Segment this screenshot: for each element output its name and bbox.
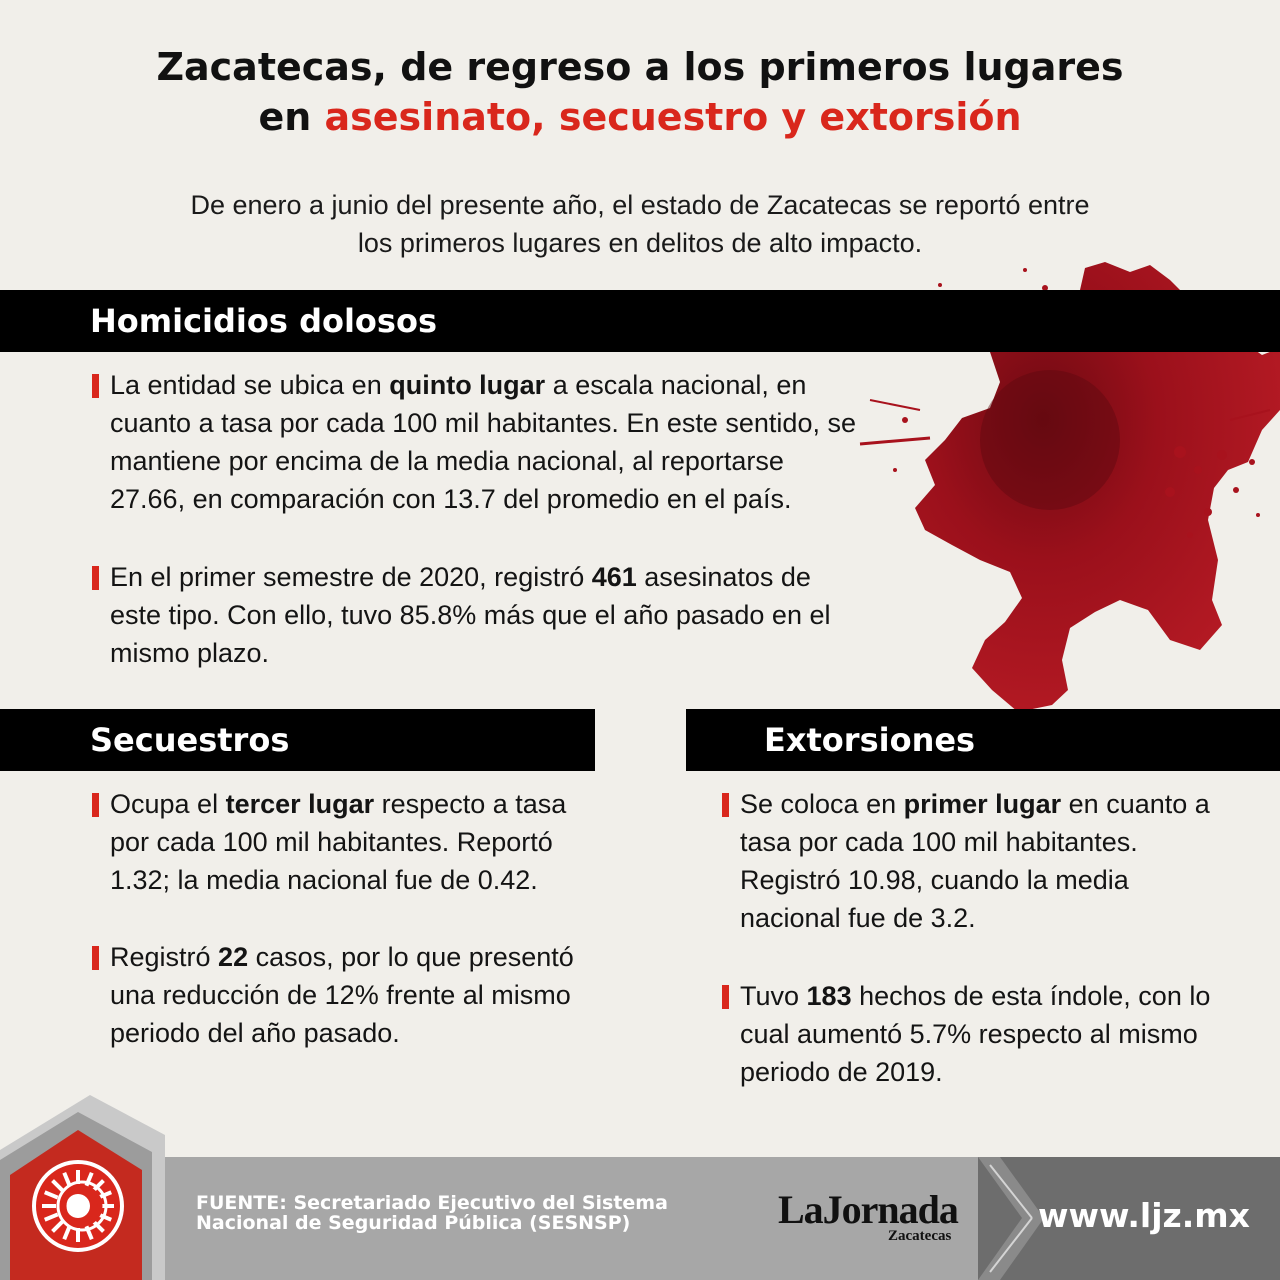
secuestros-heading: Secuestros xyxy=(0,709,595,771)
source-line-1: FUENTE: Secretariado Ejecutivo del Sistema xyxy=(196,1192,668,1214)
text-run: Se coloca en xyxy=(740,789,904,819)
title-accent: asesinato, secuestro y extorsión xyxy=(324,95,1022,139)
text-run: respecto a tasa por cada 100 mil habitantes. Reportó 1.32; la media nacional fue de 0.42. xyxy=(110,789,567,895)
page-title xyxy=(0,42,1280,142)
text-run: Tuvo xyxy=(740,981,807,1011)
text-run: en cuanto a tasa por cada 100 mil habitantes. Registró 10.98, cuando la media nacional fue de 3.2. xyxy=(740,789,1210,933)
text-run: casos, por lo que presentó una reducción de 12% frente al mismo periodo del año pasado. xyxy=(110,942,574,1048)
brand-subtitle: Zacatecas xyxy=(888,1228,952,1244)
extorsiones-heading: Extorsiones xyxy=(686,709,1280,771)
text-run: asesinatos de este tipo. Con ello, tuvo 85.8% más que el año pasado en el mismo plazo. xyxy=(110,562,831,668)
secuestros-paragraph-1 xyxy=(92,785,592,899)
highlight-text: quinto lugar xyxy=(389,370,546,400)
website-url[interactable]: www.ljz.mx xyxy=(1038,1196,1250,1235)
text-run: Ocupa el xyxy=(110,789,226,819)
source-line-2: Nacional de Seguridad Pública (SESNSP) xyxy=(196,1212,631,1234)
footer-decoration xyxy=(0,1090,1280,1280)
text-run: Registró xyxy=(110,942,219,972)
highlight-text: 461 xyxy=(591,562,637,592)
intro-line-1: De enero a junio del presente año, el estado de Zacatecas se reportó entre xyxy=(190,190,1090,220)
title-line-2 xyxy=(0,92,1280,142)
highlight-text: tercer lugar xyxy=(225,789,375,819)
text-run: La entidad se ubica en xyxy=(110,370,390,400)
text-run: En el primer semestre de 2020, registró xyxy=(110,562,592,592)
source-credit xyxy=(196,1193,756,1233)
text-run: hechos de esta índole, con lo cual aumentó 5.7% respecto al mismo periodo de 2019. xyxy=(740,981,1211,1087)
highlight-text: 22 xyxy=(218,942,249,972)
highlight-text: 183 xyxy=(806,981,852,1011)
homicidios-paragraph-2 xyxy=(92,558,862,672)
text-run: a escala nacional, en cuanto a tasa por cada 100 mil habitantes. En este sentido, se mantiene por encima de la media nacional, al reportarse 27.66, en comparación con 13.7 del promedio en el país. xyxy=(110,370,856,514)
highlight-text: primer lugar xyxy=(903,789,1062,819)
secuestros-paragraph-2 xyxy=(92,938,602,1052)
title-line-1: Zacatecas, de regreso a los primeros lugares xyxy=(156,45,1124,89)
intro-text xyxy=(0,186,1280,262)
brand-logo: LaJornada xyxy=(778,1187,958,1232)
extorsiones-paragraph-2 xyxy=(722,977,1242,1091)
homicidios-paragraph-1 xyxy=(92,366,862,518)
intro-line-2: los primeros lugares en delitos de alto impacto. xyxy=(357,228,923,258)
sun-emblem-icon xyxy=(30,1158,126,1254)
homicidios-heading: Homicidios dolosos xyxy=(0,290,1280,352)
title-prefix: en xyxy=(258,95,325,139)
extorsiones-paragraph-1 xyxy=(722,785,1232,937)
